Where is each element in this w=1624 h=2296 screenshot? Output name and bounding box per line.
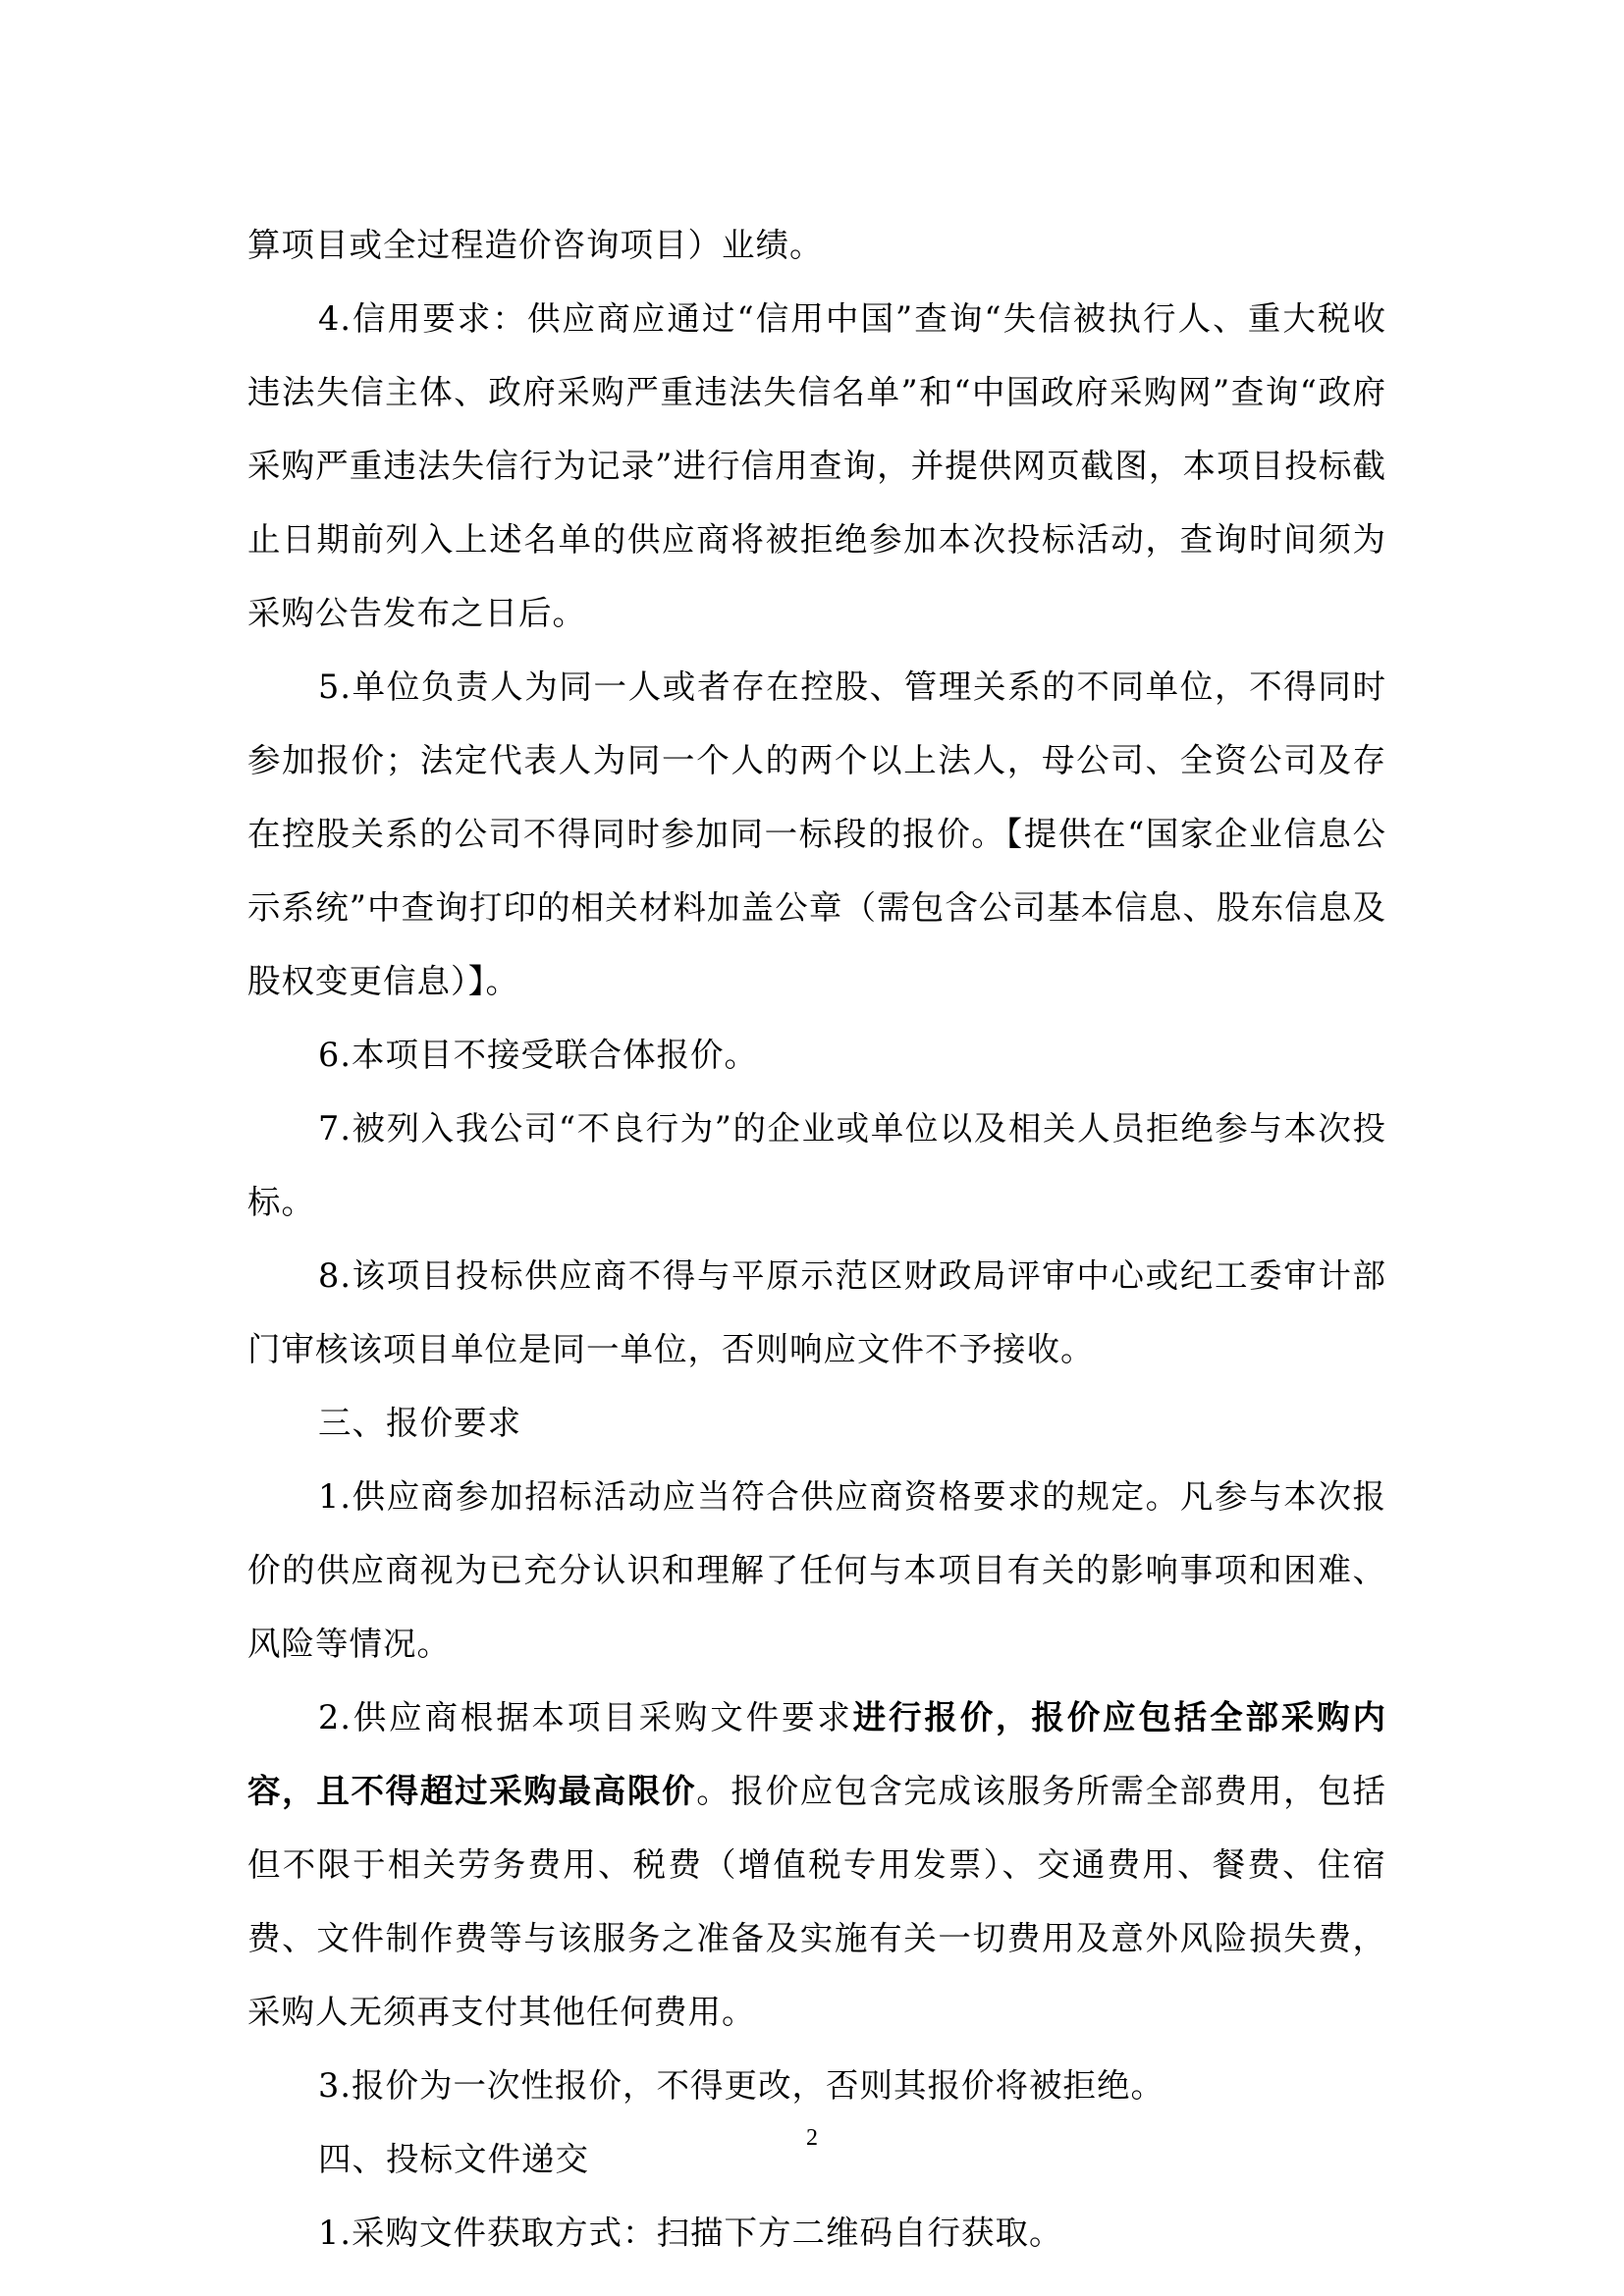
quote-content-emphasis: 进行报价，报价应包括全部采购内容，且不得超过采购最高限价: [247, 1698, 1386, 1810]
paragraph-credit-requirement: 4.信用要求：供应商应通过“信用中国”查询“失信被执行人、重大税收违法失信主体、政府采购严重违法失信名单”和“中国政府采购网”查询“政府采购严重违法失信行为记录”进行信用查询，并提供网页截图，本项目投标截止日期前列入上述名单的供应商将被拒绝参加本次投标活动，查询时间须为采购公告发布之日后。: [247, 299, 1386, 632]
section-heading-quote-requirements: 三、报价要求: [318, 1404, 521, 1442]
page-number: 2: [806, 2125, 818, 2151]
paragraph-related-entities: 5.单位负责人为同一人或者存在控股、管理关系的不同单位，不得同时参加报价；法定代表人为同一个人的两个以上法人，母公司、全资公司及存在控股关系的公司不得同时参加同一标段的报价。【提供在“国家企业信息公示系统”中查询打印的相关材料加盖公章（需包含公司基本信息、股东信息及股权变更信息）】。: [247, 667, 1386, 1000]
document-body: [247, 208, 1386, 2269]
paragraph-audit-unit: 8.该项目投标供应商不得与平原示范区财政局评审中心或纪工委审计部门审核该项目单位是同一单位，否则响应文件不予接收。: [247, 1256, 1386, 1368]
paragraph-quote-content: [247, 1681, 1386, 2049]
paragraph-no-consortium: 6.本项目不接受联合体报价。: [318, 1036, 758, 1074]
paragraph-one-time-quote: 3.报价为一次性报价，不得更改，否则其报价将被拒绝。: [318, 2066, 1164, 2105]
paragraph-document-acquisition: 1.采购文件获取方式：扫描下方二维码自行获取。: [318, 2214, 1063, 2252]
paragraph-bad-behavior: 7.被列入我公司“不良行为”的企业或单位以及相关人员拒绝参与本次投标。: [247, 1109, 1386, 1221]
section-heading-bid-submission: 四、投标文件递交: [318, 2140, 589, 2178]
quote-content-rest: 。报价应包含完成该服务所需全部费用，包括但不限于相关劳务费用、税费（增值税专用发票）、交通费用、餐费、住宿费、文件制作费等与该服务之准备及实施有关一切费用及意外风险损失费，采购人无须再支付其他任何费用。: [247, 1772, 1386, 2031]
paragraph-quote-qualification: 1.供应商参加招标活动应当符合供应商资格要求的规定。凡参与本次报价的供应商视为已充分认识和理解了任何与本项目有关的影响事项和困难、风险等情况。: [247, 1477, 1386, 1663]
quote-content-lead: 2.供应商根据本项目采购文件要求: [318, 1698, 853, 1736]
paragraph-performance-tail: 算项目或全过程造价咨询项目）业绩。: [247, 226, 824, 264]
